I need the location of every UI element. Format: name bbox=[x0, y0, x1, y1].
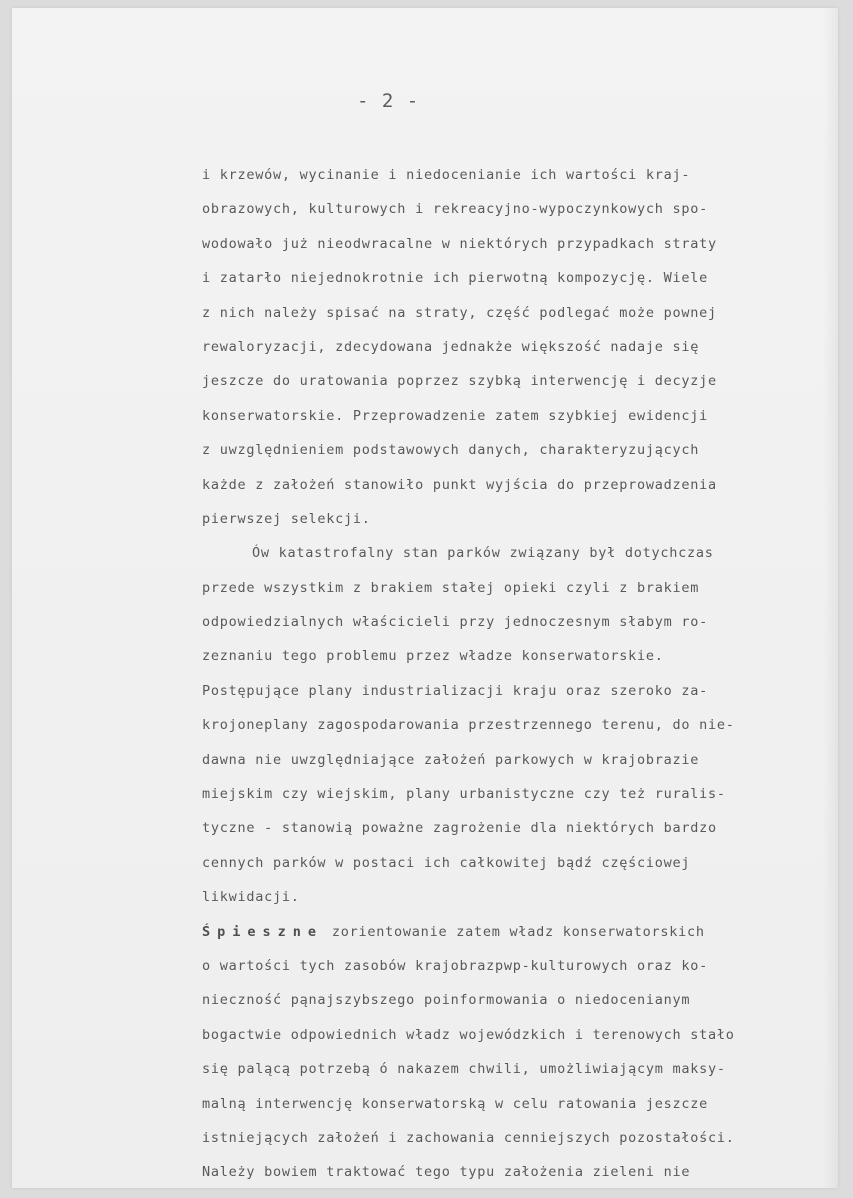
body-text bbox=[202, 158, 822, 1188]
text-line: z uwzględnieniem podstawowych danych, charakteryzujących bbox=[202, 442, 700, 459]
text-line: odpowiedzialnych właścicieli przy jednoczesnym słabym ro- bbox=[202, 614, 709, 631]
page-number: - 2 - bbox=[357, 90, 420, 112]
text-line: z nich należy spisać na straty, część podlegać może pownej bbox=[202, 304, 717, 321]
document-page bbox=[12, 8, 838, 1188]
text-line: bogactwie odpowiednich władz wojewódzkich i terenowych stało bbox=[202, 1026, 735, 1043]
text-line: tyczne - stanowią poważne zagrożenie dla niektórych bardzo bbox=[202, 820, 717, 837]
text-line: wodowało już nieodwracalne w niektórych przypadkach straty bbox=[202, 235, 717, 252]
text-line: obrazowych, kulturowych i rekreacyjno-wypoczynkowych spo- bbox=[202, 201, 709, 218]
text-line: Postępujące plany industrializacji kraju oraz szeroko za- bbox=[202, 682, 709, 699]
spaced-emphasis-word: Śpieszne bbox=[202, 923, 324, 940]
text-line: jeszcze do uratowania poprzez szybką interwencję i decyzje bbox=[202, 373, 717, 390]
text-line: zeznaniu tego problemu przez władze konserwatorskie. bbox=[202, 648, 664, 665]
text-line: malną interwencję konserwatorską w celu ratowania jeszcze bbox=[202, 1095, 709, 1112]
text-line: i krzewów, wycinanie i niedocenianie ich wartości kraj- bbox=[202, 167, 691, 183]
text-line: krojoneplany zagospodarowania przestrzennego terenu, do nie- bbox=[202, 717, 735, 734]
text-line: konserwatorskie. Przeprowadzenie zatem szybkiej ewidencji bbox=[202, 407, 709, 424]
emphasized-paragraph-start bbox=[202, 915, 822, 949]
paragraph-start-line: Ów katastrofalny stan parków związany był dotychczas bbox=[252, 545, 714, 562]
text-line: nieczność pąnajszybszego poinformowania o niedocenianym bbox=[202, 992, 691, 1009]
text-line: likwidacji. bbox=[202, 889, 300, 906]
text-line-remainder: zorientowanie zatem władz konserwatorskich bbox=[323, 923, 705, 940]
text-line: dawna nie uwzględniające założeń parkowych w krajobrazie bbox=[202, 751, 700, 768]
text-line: rewaloryzacji, zdecydowana jednakże większość nadaje się bbox=[202, 338, 700, 355]
text-line: miejskim czy wiejskim, plany urbanistyczne czy też ruralis- bbox=[202, 786, 726, 803]
page-edge-shadow bbox=[823, 8, 838, 1188]
text-line: istniejących założeń i zachowania cenniejszych pozostałości. bbox=[202, 1129, 735, 1146]
text-line: cennych parków w postaci ich całkowitej bądź częściowej bbox=[202, 854, 691, 871]
text-line: przede wszystkim z brakiem stałej opieki czyli z brakiem bbox=[202, 579, 700, 596]
text-line: Należy bowiem traktować tego typu założenia zieleni nie bbox=[202, 1164, 691, 1181]
text-line: się palącą potrzebą ó nakazem chwili, umożliwiającym maksy- bbox=[202, 1061, 726, 1078]
text-line: i zatarło niejednokrotnie ich pierwotną kompozycję. Wiele bbox=[202, 270, 709, 287]
text-line: każde z założeń stanowiło punkt wyjścia do przeprowadzenia bbox=[202, 476, 717, 493]
text-line: o wartości tych zasobów krajobrazpwp-kulturowych oraz ko- bbox=[202, 957, 709, 974]
text-line: pierwszej selekcji. bbox=[202, 510, 371, 527]
